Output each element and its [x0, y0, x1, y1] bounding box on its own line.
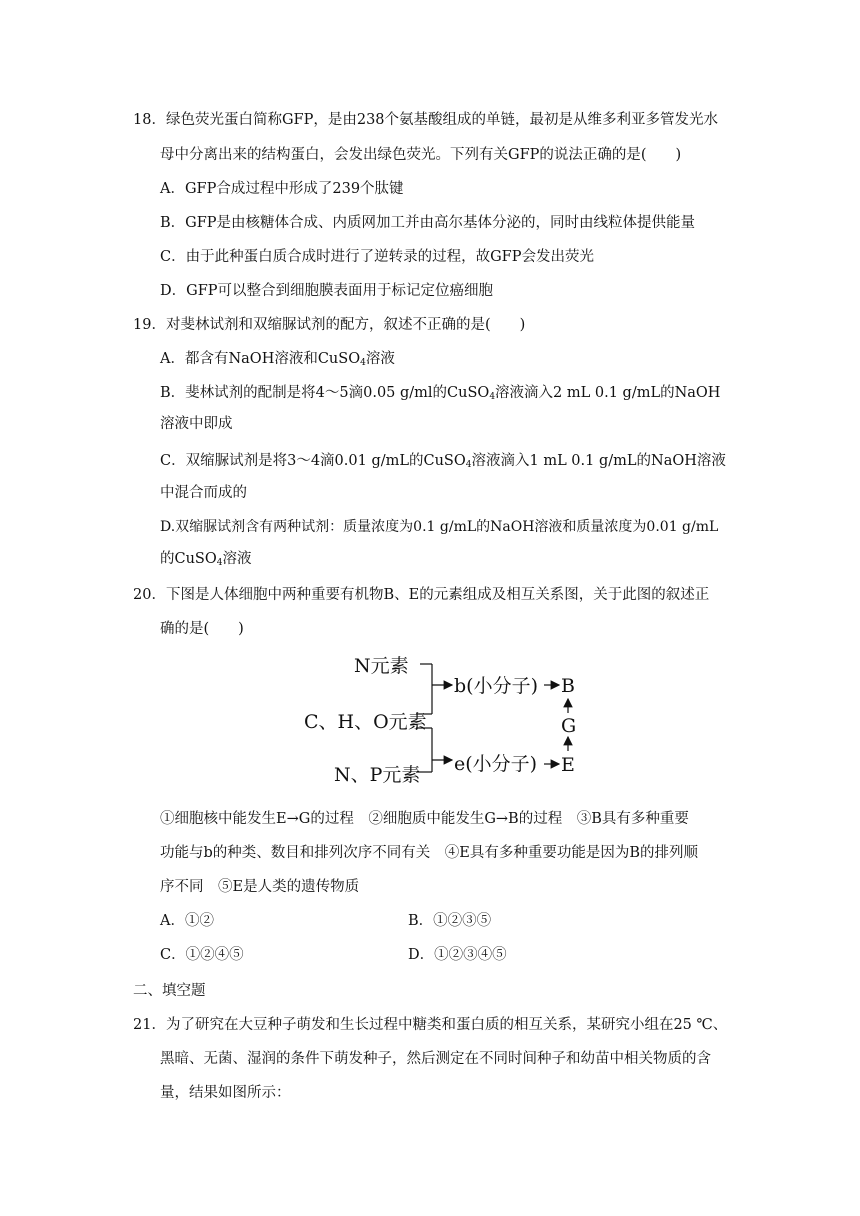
- q19-option-b-line2: 溶液中即成: [160, 416, 233, 432]
- section-heading-fill-in: 二、填空题: [133, 983, 206, 999]
- q20-option-d: D．①②③④⑤: [408, 947, 507, 963]
- subscript: 4: [489, 392, 496, 402]
- e-small-molecule-label: e(小分子): [454, 753, 538, 775]
- q18-option-b: B．GFP是由核糖体合成、内质网加工并由高尔基体分泌的，同时由线粒体提供能量: [160, 215, 696, 231]
- q20-statements-line1: ①细胞核中能发生E→G的过程 ②细胞质中能发生G→B的过程 ③B具有多种重要: [160, 811, 689, 827]
- np-element-label: N、P元素: [334, 764, 421, 786]
- q19-option-b-text: B．斐林试剂的配制是将4～5滴0.05 g/ml的CuSO: [160, 385, 490, 401]
- G-label: G: [561, 715, 577, 737]
- q19-option-b-text-end: 溶液滴入2 mL 0.1 g/mL的NaOH: [495, 385, 721, 401]
- q21-line3: 量，结果如图所示：: [160, 1085, 291, 1101]
- q19-option-c-text-end: 溶液滴入1 mL 0.1 g/mL的NaOH溶液: [471, 453, 726, 469]
- q18-option-d: D．GFP可以整合到细胞膜表面用于标记定位癌细胞: [160, 283, 494, 299]
- q19-option-c-text: C．双缩脲试剂是将3～4滴0.01 g/mL的CuSO: [160, 453, 466, 469]
- q19-option-a: [160, 349, 395, 373]
- q20-option-a: A．①②: [160, 913, 214, 929]
- q18-stem-line1: 18．绿色荧光蛋白简称GFP，是由238个氨基酸组成的单链，最初是从维多利亚多管发光水: [133, 112, 719, 128]
- B-label: B: [561, 675, 575, 697]
- q18-option-a: A．GFP合成过程中形成了239个肽键: [160, 181, 404, 197]
- q19-option-c: [160, 451, 726, 475]
- q18-option-c: C．由于此种蛋白质合成时进行了逆转录的过程，故GFP会发出荧光: [160, 249, 594, 265]
- q20-option-b: B．①②③⑤: [408, 913, 492, 929]
- subscript: 4: [465, 460, 472, 470]
- q20-stem-line2: 确的是( ): [160, 621, 244, 637]
- q19-option-c-line2: 中混合而成的: [160, 485, 247, 501]
- q19-option-d-text-end: 溶液: [222, 551, 252, 567]
- q20-statements-line3: 序不同 ⑤E是人类的遗传物质: [160, 879, 360, 895]
- q19-stem: 19．对斐林试剂和双缩脲试剂的配方，叙述不正确的是( ): [133, 317, 526, 333]
- q19-option-b: [160, 383, 720, 407]
- q19-option-a-text-end: 溶液: [365, 351, 395, 367]
- E-label: E: [561, 754, 575, 776]
- q19-option-d-line2: [160, 549, 252, 573]
- subscript: 4: [360, 358, 366, 368]
- q20-statements-line2: 功能与b的种类、数目和排列次序不同有关 ④E具有多种重要功能是因为B的排列顺: [160, 845, 699, 861]
- q21-line2: 黑暗、无菌、湿润的条件下萌发种子，然后测定在不同时间种子和幼苗中相关物质的含: [160, 1051, 711, 1067]
- q19-option-a-text: A．都含有NaOH溶液和CuSO: [160, 351, 361, 367]
- b-small-molecule-label: b(小分子): [454, 675, 538, 697]
- q19-option-d: D.双缩脲试剂含有两种试剂：质量浓度为0.1 g/mL的NaOH溶液和质量浓度为0.01 g/mL: [160, 519, 719, 535]
- q20-stem-line1: 20．下图是人体细胞中两种重要有机物B、E的元素组成及相互关系图，关于此图的叙述正: [133, 587, 710, 603]
- q20-diagram: [300, 650, 600, 790]
- q19-option-d-text: 的CuSO: [160, 551, 217, 567]
- q20-option-c: C．①②④⑤: [160, 947, 244, 963]
- q21-line1: 21．为了研究在大豆种子萌发和生长过程中糖类和蛋白质的相互关系，某研究小组在25 ℃、: [133, 1017, 728, 1033]
- n-element-label: N元素: [354, 655, 409, 677]
- subscript: 4: [216, 558, 223, 568]
- q18-stem-line2: 母中分离出来的结构蛋白，会发出绿色荧光。下列有关GFP的说法正确的是( ): [160, 147, 682, 163]
- cho-element-label: C、H、O元素: [304, 711, 427, 733]
